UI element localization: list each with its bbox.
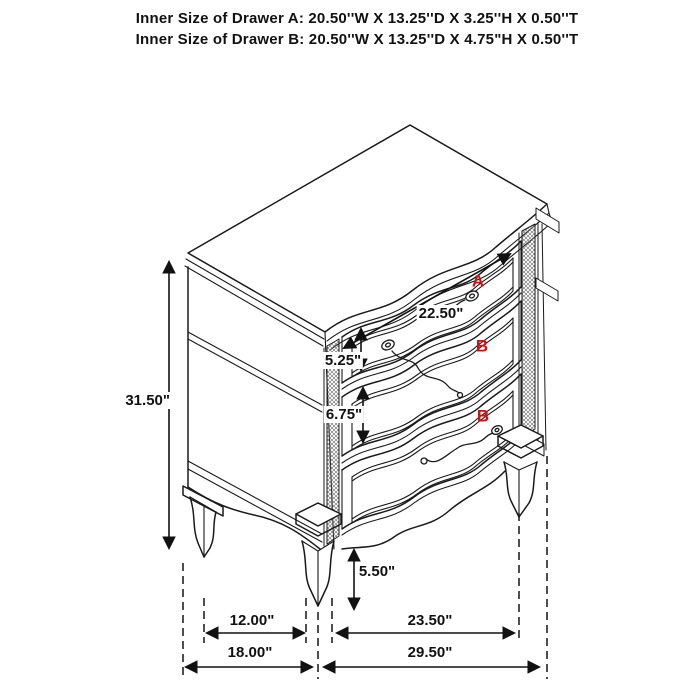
drawer-b-bottom-handle bbox=[421, 424, 504, 464]
drawer-b-bottom-letter: B bbox=[476, 406, 490, 426]
drawer-b-middle-handle bbox=[380, 338, 462, 397]
dim-label-front-inner: 23.50" bbox=[407, 612, 453, 629]
dim-label-front-overall: 29.50" bbox=[407, 644, 453, 661]
drawer-a-letter: A bbox=[471, 271, 485, 291]
top-surface bbox=[185, 125, 547, 346]
pillar-right bbox=[516, 208, 559, 456]
dim-label-overall-height: 31.50" bbox=[120, 392, 172, 409]
leg-back-left bbox=[183, 486, 223, 557]
drawer-a-spec-line: Inner Size of Drawer A: 20.50''W X 13.25''D X 3.25''H X 0.50''T bbox=[135, 10, 579, 27]
dim-label-drawer-front-width: 22.50" bbox=[418, 305, 464, 322]
dim-label-drawer-b-height: 6.75" bbox=[325, 406, 363, 423]
dim-label-side-overall: 18.00" bbox=[227, 644, 273, 661]
dim-label-leg-height: 5.50" bbox=[358, 563, 396, 580]
dim-label-side-inner: 12.00" bbox=[229, 612, 275, 629]
dim-label-drawer-a-height: 5.25" bbox=[324, 352, 362, 369]
drawer-b-middle-letter: B bbox=[475, 336, 489, 356]
drawer-b-spec-line: Inner Size of Drawer B: 20.50''W X 13.25''D X 4.75"H X 0.50''T bbox=[135, 31, 579, 48]
drawer-b-bottom bbox=[342, 374, 521, 529]
